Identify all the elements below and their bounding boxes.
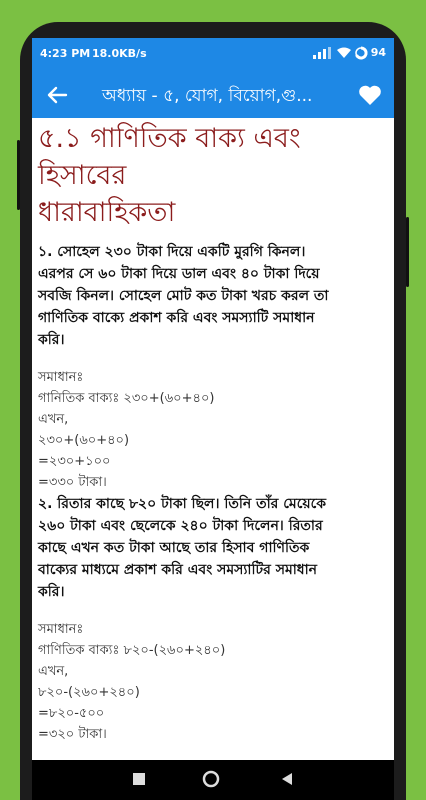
battery-icon	[355, 47, 367, 59]
solution-line: =৩২০ টাকা।	[38, 727, 107, 742]
question-line: বাক্যের মাধ্যমে প্রকাশ করি এবং সমস্যাটির সমাধান	[38, 562, 318, 578]
solution-line: ৮২০-(২৬০+২৪০)	[38, 685, 140, 700]
solution-line: গানিতিক বাক্যঃ ২৩০+(৬০+৪০)	[38, 391, 215, 406]
triangle-left-icon[interactable]	[280, 772, 294, 786]
solution-line: গাণিতিক বাক্যঃ ৮২০-(২৬০+২৪০)	[38, 643, 226, 658]
page-title: অধ্যায় - ৫, যোগ, বিয়োগ,গু...	[102, 86, 313, 106]
square-icon[interactable]	[132, 772, 146, 786]
question-line: এরপর সে ৬০ টাকা দিয়ে ডাল এবং ৪০ টাকা দিয়ে	[38, 266, 320, 282]
power-button	[406, 217, 409, 287]
question-line: করি।	[38, 584, 65, 600]
question-line: ২৬০ টাকা এবং ছেলেকে ২৪০ টাকা দিলেন। রিতার	[38, 518, 323, 534]
status-icons	[313, 46, 386, 59]
spacer	[38, 351, 390, 367]
spacer	[38, 745, 390, 761]
heart-icon[interactable]	[358, 84, 382, 106]
solution-1	[38, 367, 390, 493]
arrow-left-icon[interactable]	[46, 84, 68, 106]
solution-line: এখন,	[38, 412, 69, 427]
question-line: ১. সোহেল ২৩০ টাকা দিয়ে একটি মুরগি কিনল।	[38, 244, 306, 260]
navigation-bar	[32, 760, 394, 800]
lesson-heading	[38, 120, 390, 231]
solution-line: =২৩০+১০০	[38, 454, 111, 469]
question-2	[38, 493, 390, 603]
question-1	[38, 241, 390, 351]
heading-line: ধারাবাহিকতা	[38, 197, 176, 228]
question-line: ২. রিতার কাছে ৮২০ টাকা ছিল। তিনি তাঁর মেয়েকে	[38, 496, 326, 512]
circle-icon[interactable]	[202, 770, 220, 788]
status-bar	[32, 38, 394, 72]
spacer	[38, 603, 390, 619]
network-speed: 18.0KB/s	[92, 47, 147, 60]
screen	[32, 38, 394, 760]
wifi-icon	[337, 47, 351, 59]
heading-line: ৫.১ গাণিতিক বাক্য এবং হিসাবের	[38, 123, 301, 191]
solution-line: =৩৩০ টাকা।	[38, 475, 107, 490]
question-line: সবজি কিনল। সোহেল মোট কত টাকা খরচ করল তা	[38, 288, 329, 304]
lesson-content	[38, 120, 390, 783]
question-line: কাছে এখন কত টাকা আছে তার হিসাব গাণিতিক	[38, 540, 310, 556]
solution-line: =৮২০-৫০০	[38, 706, 105, 721]
solution-line: ২৩০+(৬০+৪০)	[38, 433, 130, 448]
signal-icon	[313, 47, 333, 59]
question-line: করি।	[38, 332, 65, 348]
solution-line: সমাধানঃ	[38, 370, 84, 385]
battery-level: 94	[370, 46, 386, 59]
solution-line: এখন,	[38, 664, 69, 679]
solution-2	[38, 619, 390, 745]
status-time: 4:23 PM	[40, 47, 91, 60]
solution-line: সমাধানঃ	[38, 622, 84, 637]
question-line: গাণিতিক বাক্যে প্রকাশ করি এবং সমস্যাটি সমাধান	[38, 310, 315, 326]
volume-button	[17, 140, 20, 210]
app-bar	[32, 72, 394, 118]
